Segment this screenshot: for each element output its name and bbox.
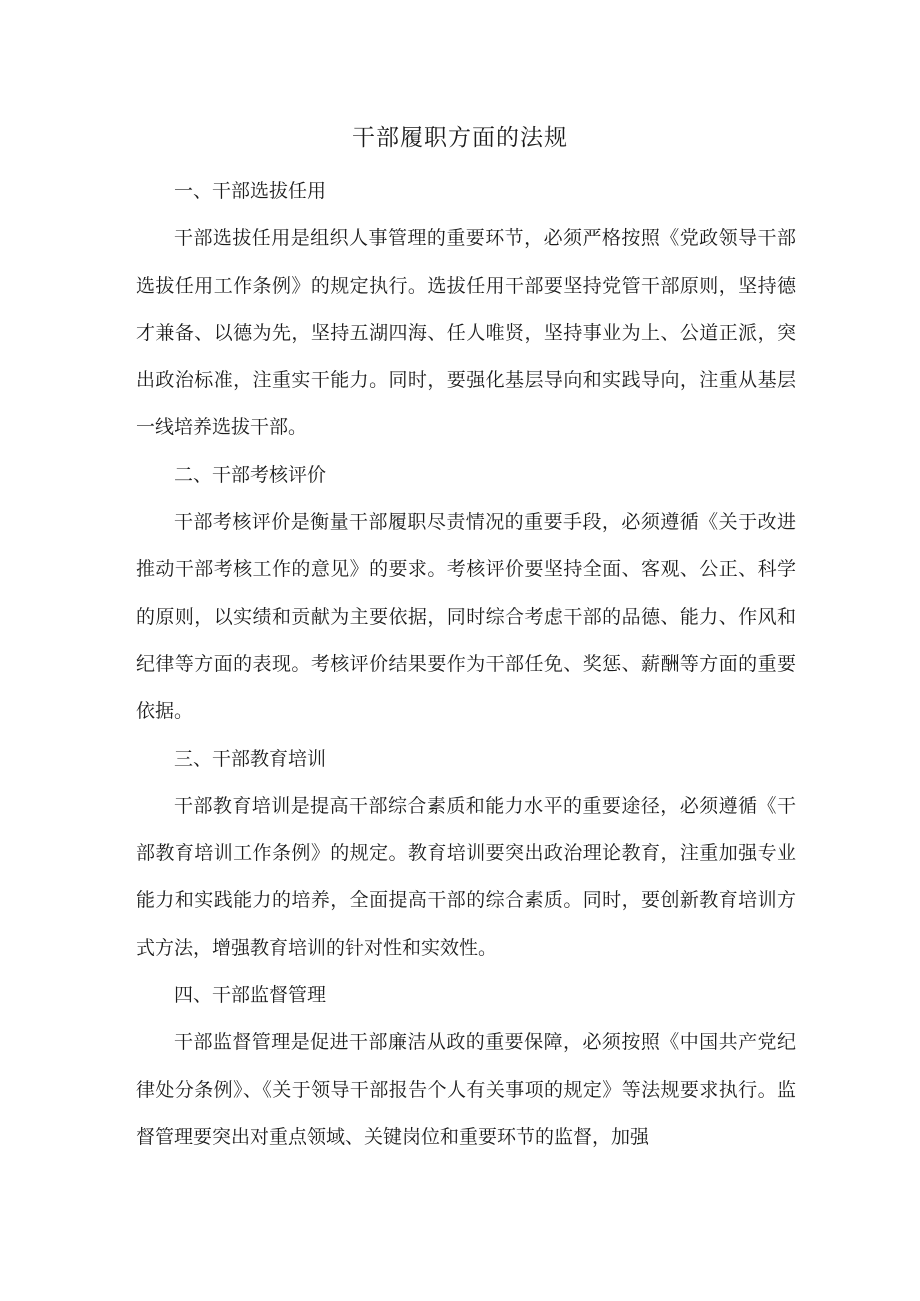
section-heading-2: 二、干部考核评价 (174, 463, 327, 486)
section-heading-4: 四、干部监督管理 (174, 984, 327, 1007)
section-heading-3: 三、干部教育培训 (174, 747, 327, 770)
section-heading-1: 一、干部选拔任用 (174, 180, 327, 202)
section-paragraph-1: 干部选拔任用是组织人事管理的重要环节，必须严格按照《党政领导干部选拔任用工作条例》的规定执行。选拔任用干部要坚持党管干部原则，坚持德才兼备、以德为先，坚持五湖四海、任人唯贤，坚持事业为上、公道正派，突出政治标准，注重实干能力。同时，要强化基层导向和实践导向，注重从基层一线培养选拔干部。 (136, 227, 796, 439)
document-title: 干部履职方面的法规 (352, 125, 568, 151)
section-paragraph-2: 干部考核评价是衡量干部履职尽责情况的重要手段，必须遵循《关于改进推动干部考核工作的意见》的要求。考核评价要坚持全面、客观、公正、科学的原则，以实绩和贡献为主要依据，同时综合考虑干部的品德、能力、作风和纪律等方面的表现。考核评价结果要作为干部任免、奖惩、薪酬等方面的重要依据。 (136, 511, 796, 723)
document-body (136, 168, 796, 1161)
section-paragraph-4: 干部监督管理是促进干部廉洁从政的重要保障，必须按照《中国共产党纪律处分条例》、《关于领导干部报告个人有关事项的规定》等法规要求执行。监督管理要突出对重点领域、关键岗位和重要环节的监督，加强 (136, 1031, 796, 1148)
section-paragraph-3: 干部教育培训是提高干部综合素质和能力水平的重要途径，必须遵循《干部教育培训工作条例》的规定。教育培训要突出政治理论教育，注重加强专业能力和实践能力的培养，全面提高干部的综合素质。同时，要创新教育培训方式方法，增强教育培训的针对性和实效性。 (136, 794, 796, 959)
